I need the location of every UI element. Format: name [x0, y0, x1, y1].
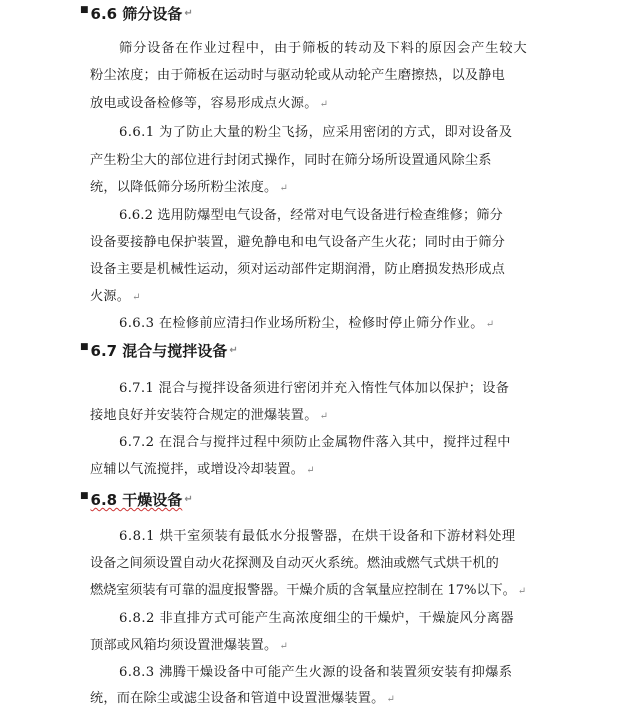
paragraph-mark-icon: ↵: [184, 494, 193, 505]
paragraph-mark-icon: ↵: [229, 345, 238, 356]
text-line: 6.6.1 为了防止大量的粉尘飞扬，应采用密闭的方式，即对设备及: [119, 125, 513, 140]
paragraph-mark-icon: ↵: [184, 8, 193, 19]
text-line: 统，以降低筛分场所粉尘浓度。 ↵: [90, 180, 289, 195]
heading-text: 6.7 混合与搅拌设备: [90, 342, 228, 360]
text-line: 6.7.1 混合与搅拌设备须进行密闭并充入惰性气体加以保护；设备: [119, 381, 510, 396]
text-line: 6.6.3 在检修前应清扫作业场所粉尘，检修时停止筛分作业。 ↵: [119, 316, 495, 331]
text-line: 产生粉尘大的部位进行封闭式操作，同时在筛分场所设置通风除尘系: [90, 153, 492, 168]
text-line: 筛分设备在作业过程中，由于筛板的转动及下料的原因会产生较大: [119, 41, 528, 56]
heading-bullet-icon: ■: [80, 341, 89, 352]
paragraph-mark-icon: ↵: [306, 465, 315, 476]
heading-text: 6.6 筛分设备: [90, 5, 183, 23]
text-line: 设备要接静电保护装置，避免静电和电气设备产生火花；同时由于筛分: [90, 235, 506, 250]
section-heading-6-7: [80, 340, 238, 361]
paragraph-mark-icon: ↵: [319, 99, 329, 110]
heading-text: 6.8 干燥设备: [90, 491, 183, 509]
heading-bullet-icon: ■: [80, 490, 89, 501]
paragraph-mark-icon: ↵: [517, 586, 527, 597]
text-line: 统，而在除尘或滤尘设备和管道中设置泄爆装置。 ↵: [90, 691, 396, 706]
paragraph-mark-icon: ↵: [319, 411, 329, 422]
text-line: 接地良好并安装符合规定的泄爆装置。 ↵: [90, 408, 329, 423]
paragraph-mark-icon: ↵: [485, 319, 495, 330]
text-line: 6.6.2 选用防爆型电气设备，经常对电气设备进行检查维修；筛分: [119, 208, 503, 223]
text-line: 设备主要是机械性运动，须对运动部件定期润滑，防止磨损发热形成点: [90, 262, 506, 277]
text-line: 燃烧室须装有可靠的温度报警器。干燥介质的含氧量应控制在 17%以下。 ↵: [90, 583, 527, 598]
text-line: 顶部或风箱均须设置泄爆装置。 ↵: [90, 638, 289, 653]
text-line: 6.8.1 烘干室须装有最低水分报警器，在烘干设备和下游材料处理: [119, 529, 516, 544]
text-line: 6.7.2 在混合与搅拌过程中须防止金属物件落入其中，搅拌过程中: [119, 435, 511, 450]
paragraph-mark-icon: ↵: [132, 292, 141, 303]
text-line: 6.8.2 非直排方式可能产生高浓度细尘的干燥炉，干燥旋风分离器: [119, 611, 515, 626]
heading-bullet-icon: ■: [80, 4, 89, 15]
section-heading-6-6: [80, 3, 193, 24]
text-line: 设备之间须设置自动火花探测及自动灭火系统。燃油或燃气式烘干机的: [90, 556, 499, 571]
section-heading-6-8: [80, 489, 193, 510]
text-line: 应辅以气流搅拌，或增设冷却装置。 ↵: [90, 462, 315, 477]
text-line: 粉尘浓度；由于筛板在运动时与驱动轮或从动轮产生磨擦热，以及静电: [90, 68, 506, 83]
text-line: 火源。 ↵: [90, 289, 141, 304]
paragraph-mark-icon: ↵: [279, 641, 289, 652]
text-line: 放电或设备检修等，容易形成点火源。 ↵: [90, 96, 329, 111]
text-line: 6.8.3 沸腾干燥设备中可能产生火源的设备和装置须安装有抑爆系: [119, 665, 513, 680]
paragraph-mark-icon: ↵: [279, 183, 289, 194]
paragraph-mark-icon: ↵: [386, 694, 396, 705]
